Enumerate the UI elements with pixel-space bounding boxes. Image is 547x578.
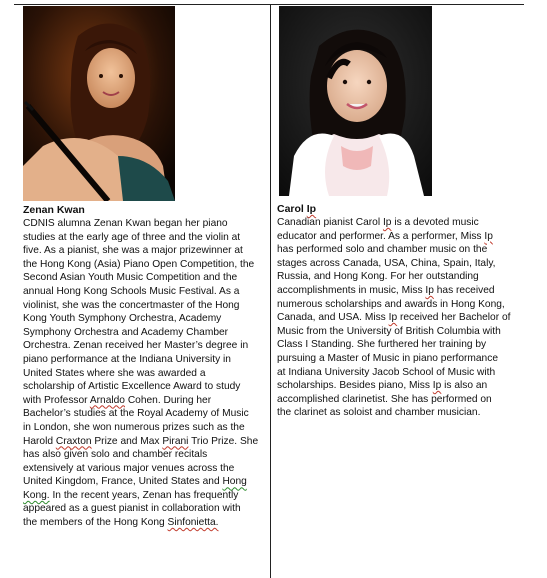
bio-line: Second Asian Youth Music Competition and the: [23, 272, 238, 284]
bio-line: Harold Craxton Prize and Max Pirani Trio Prize. She: [23, 435, 259, 447]
bio-line: the members of the Hong Kong Sinfonietta.: [23, 517, 219, 529]
bio-line: violinist, she was the concertmaster of the Hong: [23, 299, 240, 311]
bio-line: Symphony Orchestra and Academy Chamber: [23, 326, 229, 338]
bio-line: Canadian pianist Carol Ip is a devoted music: [277, 217, 479, 228]
carol-ip-photo: [279, 6, 432, 196]
bio-line: CDNIS alumna Zenan Kwan began her piano: [23, 218, 228, 229]
bio-line: United Kingdom, France, United States and Hong: [23, 476, 247, 488]
bio-line: at Indiana University Jacob School of Music with: [277, 366, 496, 378]
bio-line: numerous scholarships and awards in Hong Kong,: [277, 298, 505, 310]
bio-line: pursuing a Master of Music in piano performance: [277, 352, 498, 364]
bio-line: piano performance at the Indiana University in: [23, 353, 231, 365]
bio-line: Canada, and USA. Miss Ip received her Bachelor of: [277, 312, 511, 324]
bio-line: educator and performer. As a performer, Miss Ip: [277, 230, 493, 242]
bio-line: Kong Youth Symphony Orchestra, Academy: [23, 313, 222, 325]
bio-line: Class I Standing. She furthered her training by: [277, 339, 487, 351]
bio-line: scholarship of Artistic Excellence Award to study: [23, 381, 241, 393]
bio-line: United States where she was awarded a: [23, 367, 206, 379]
bio-line: five. As a pianist, she was a major prizewinner at: [23, 245, 243, 257]
bio-line: has performed solo and chamber music on the: [277, 244, 488, 256]
bio-line: extensively at various major venues across the: [23, 462, 235, 474]
top-rule: [14, 4, 524, 5]
performer-name: Zenan Kwan: [23, 204, 85, 216]
bio-line: appeared as a guest pianist in collaboration with: [23, 503, 241, 515]
column-divider: [270, 4, 271, 578]
performer-bio: [23, 217, 268, 530]
bio-line: Orchestra. Zenan received her Master’s degree in: [23, 340, 249, 352]
bio-line: in London, she won numerous prizes such as the: [23, 421, 245, 433]
zenan-kwan-photo: [23, 6, 175, 201]
bio-line: annual Hong Kong Schools Music Festival. As a: [23, 285, 240, 297]
performer-bio: [277, 216, 522, 420]
bio-line: Kong. In the recent years, Zenan has frequently: [23, 489, 239, 501]
bio-line: scholarships. Besides piano, Miss Ip is also an: [277, 380, 488, 392]
bio-line: the Hong Kong (Asia) Piano Open Competition, the: [23, 258, 255, 270]
bio-line: Music from the University of British Columbia with: [277, 325, 501, 337]
bio-line: Bachelor’s studies at the Royal Academy of Music: [23, 408, 249, 420]
performer-name: Carol Ip: [277, 203, 317, 215]
bio-line: the clarinet as soloist and chamber musician.: [277, 407, 481, 419]
bio-line: accomplishments in music, Miss Ip has received: [277, 284, 495, 296]
bio-line: with Professor Arnaldo Cohen. During her: [23, 394, 212, 406]
bio-line: accomplished clarinetist. She has performed on: [277, 393, 492, 405]
bio-line: has also given solo and chamber recitals: [23, 449, 208, 461]
bio-line: studies at the early age of three and the violin at: [23, 231, 241, 243]
bio-line: stages across Canada, USA, China, Spain, Italy,: [277, 257, 496, 269]
bio-line: Russia, and Hong Kong. For her outstanding: [277, 271, 479, 283]
